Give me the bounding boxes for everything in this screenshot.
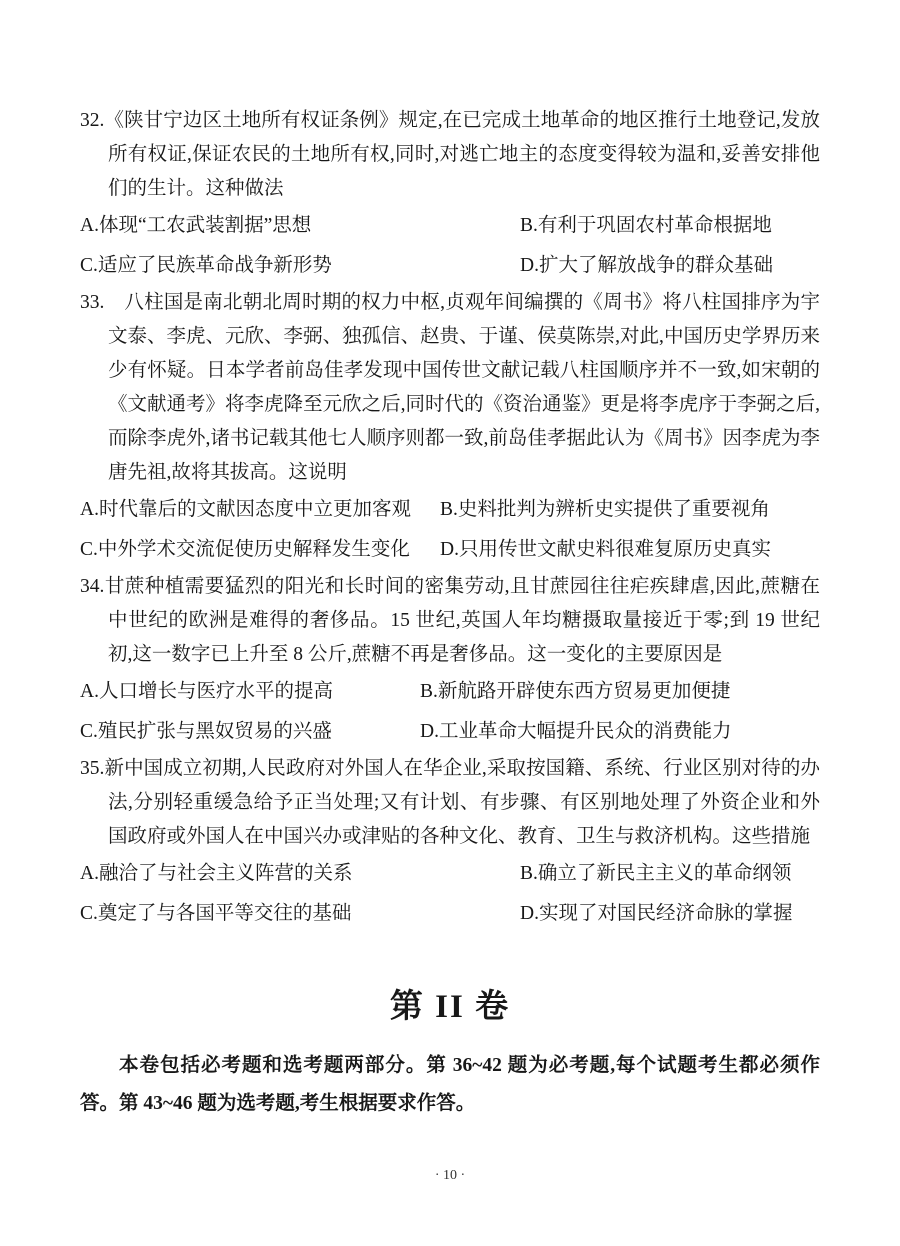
question-32-options-row-2 [80, 246, 820, 286]
question-32-option-d: D.扩大了解放战争的群众基础 [520, 255, 773, 276]
question-35-option-a: A.融洽了与社会主义阵营的关系 [80, 863, 353, 884]
section-instructions: 本卷包括必考题和选考题两部分。第 36~42 题为必考题,每个试题考生都必须作答。第 43~46 题为选考题,考生根据要求作答。 [80, 1055, 820, 1114]
question-34-option-c: C.殖民扩张与黑奴贸易的兴盛 [80, 721, 332, 742]
question-32-stem: 32.《陕甘宁边区土地所有权证条例》规定,在已完成土地革命的地区推行土地登记,发放所有权证,保证农民的土地所有权,同时,对逃亡地主的态度变得较为温和,妥善安排他们的生计。这种做法 [80, 110, 820, 199]
question-34-option-b: B.新航路开辟使东西方贸易更加便捷 [420, 681, 731, 702]
section-title: 第 II 卷 [389, 989, 511, 1025]
question-35-option-d: D.实现了对国民经济命脉的掌握 [520, 903, 793, 924]
question-32 [80, 104, 820, 286]
question-35-stem: 35.新中国成立初期,人民政府对外国人在华企业,采取按国籍、系统、行业区别对待的办法,分别轻重缓急给予正当处理;又有计划、有步骤、有区别地处理了外资企业和外国政府或外国人在中国兴办或津贴的各种文化、教育、卫生与救济机构。这些措施 [80, 758, 820, 847]
question-33-options-row-2 [80, 530, 820, 570]
question-33-option-b: B.史料批判为辨析史实提供了重要视角 [440, 499, 770, 520]
page-number: · 10 · [434, 1168, 466, 1183]
question-34-stem: 34.甘蔗种植需要猛烈的阳光和长时间的密集劳动,且甘蔗园往往疟疾肆虐,因此,蔗糖在中世纪的欧洲是难得的奢侈品。15 世纪,英国人年均糖摄取量接近于零;到 19 世纪初,这一数字已上升至 8 公斤,蔗糖不再是奢侈品。这一变化的主要原因是 [80, 576, 820, 665]
question-34-options-row-1 [80, 672, 820, 712]
question-33 [80, 286, 820, 570]
question-34-options-row-2 [80, 712, 820, 752]
question-35-options-row-1 [80, 854, 820, 894]
question-32-option-a: A.体现“工农武装割据”思想 [80, 215, 312, 236]
question-32-option-b: B.有利于巩固农村革命根据地 [520, 215, 772, 236]
question-35 [80, 752, 820, 934]
question-34 [80, 570, 820, 752]
question-34-option-a: A.人口增长与医疗水平的提高 [80, 681, 333, 702]
question-35-option-c: C.奠定了与各国平等交往的基础 [80, 903, 352, 924]
question-33-option-d: D.只用传世文献史料很难复原历史真实 [440, 539, 771, 560]
question-33-option-c: C.中外学术交流促使历史解释发生变化 [80, 539, 410, 560]
question-33-options-row-1 [80, 490, 820, 530]
question-32-option-c: C.适应了民族革命战争新形势 [80, 255, 332, 276]
question-33-stem: 33. 八柱国是南北朝北周时期的权力中枢,贞观年间编撰的《周书》将八柱国排序为宇文泰、李虎、元欣、李弼、独孤信、赵贵、于谨、侯莫陈崇,对此,中国历史学界历来少有怀疑。日本学者前岛佳孝发现中国传世文献记载八柱国顺序并不一致,如宋朝的《文献通考》将李虎降至元欣之后,同时代的《资治通鉴》更是将李虎序于李弼之后,而除李虎外,诸书记载其他七人顺序则都一致,前岛佳孝据此认为《周书》因李虎为李唐先祖,故将其拔高。这说明 [80, 292, 820, 483]
question-33-option-a: A.时代靠后的文献因态度中立更加客观 [80, 499, 411, 520]
question-32-options-row-1 [80, 206, 820, 246]
question-35-options-row-2 [80, 894, 820, 934]
question-35-option-b: B.确立了新民主主义的革命纲领 [520, 863, 792, 884]
question-34-option-d: D.工业革命大幅提升民众的消费能力 [420, 721, 732, 742]
